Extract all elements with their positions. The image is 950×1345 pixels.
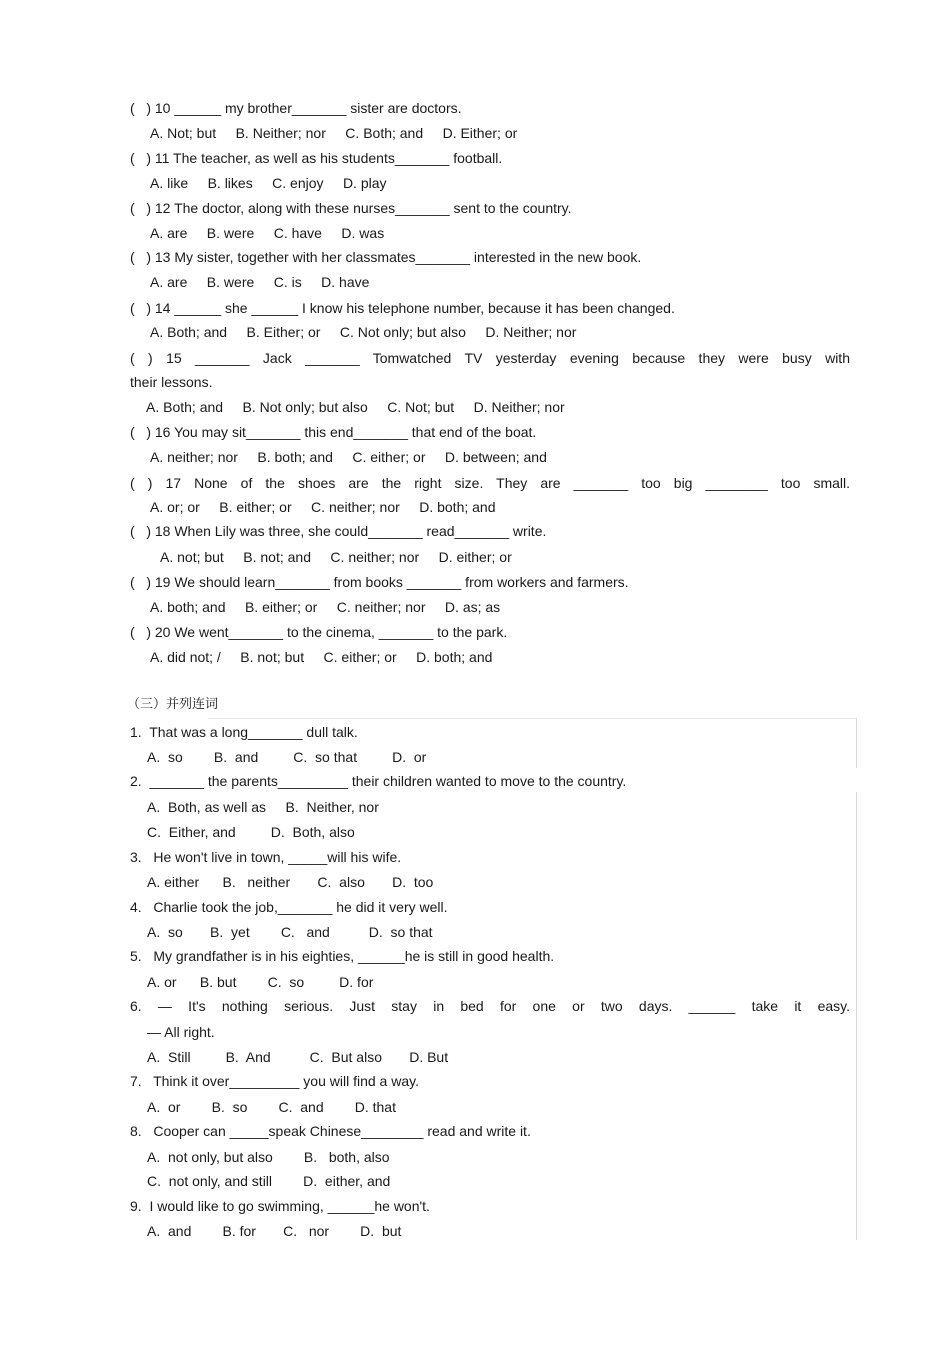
question-19-stem: ( ) 19 We should learn_______ from books _______ from workers and farmers. <box>130 574 629 590</box>
part3-question-8-stem: 8. Cooper can _____speak Chinese________ read and write it. <box>130 1123 531 1139</box>
part3-question-3-stem: 3. He won't live in town, _____will his wife. <box>130 849 402 865</box>
part3-question-7-stem: 7. Think it over_________ you will find a way. <box>130 1073 419 1089</box>
question-15-stem-continued: their lessons. <box>130 374 213 390</box>
part3-question-9-stem: 9. I would like to go swimming, ______he won't. <box>130 1198 430 1214</box>
question-13-options: A. are B. were C. is D. have <box>150 274 370 290</box>
question-18-options: A. not; but B. not; and C. neither; nor D. either; or <box>160 549 512 565</box>
question-20-options: A. did not; / B. not; but C. either; or D. both; and <box>150 649 493 665</box>
part3-question-2-options-ab: A. Both, as well as B. Neither, nor <box>147 799 379 815</box>
question-12-options: A. are B. were C. have D. was <box>150 225 385 241</box>
question-16-options: A. neither; nor B. both; and C. either; or D. between; and <box>150 449 547 465</box>
part3-question-6-stem: 6. — It's nothing serious. Just stay in bed for one or two days. ______ take it easy. <box>130 998 850 1014</box>
table-border-top <box>208 718 856 719</box>
part3-question-2-options-cd: C. Either, and D. Both, also <box>147 824 355 840</box>
question-11-options: A. like B. likes C. enjoy D. play <box>150 175 387 191</box>
part3-question-1-options: A. so B. and C. so that D. or <box>147 749 427 765</box>
question-14-options: A. Both; and B. Either; or C. Not only; but also D. Neither; nor <box>150 324 577 340</box>
part3-question-8-options-ab: A. not only, but also B. both, also <box>147 1149 390 1165</box>
part3-question-6-options: A. Still B. And C. But also D. But <box>147 1049 449 1065</box>
question-14-stem: ( ) 14 ______ she ______ I know his telephone number, because it has been changed. <box>130 300 675 316</box>
question-15-stem: ( ) 15 _______ Jack _______ Tomwatched TV yesterday evening because they were busy with <box>130 350 850 366</box>
part3-question-8-options-cd: C. not only, and still D. either, and <box>147 1173 391 1189</box>
part3-question-4-stem: 4. Charlie took the job,_______ he did it very well. <box>130 899 448 915</box>
question-19-options: A. both; and B. either; or C. neither; nor D. as; as <box>150 599 501 615</box>
part3-question-3-options: A. either B. neither C. also D. too <box>147 874 434 890</box>
question-10-stem: ( ) 10 ______ my brother_______ sister are doctors. <box>130 100 462 116</box>
question-10-options: A. Not; but B. Neither; nor C. Both; and D. Either; or <box>150 125 518 141</box>
question-13-stem: ( ) 13 My sister, together with her classmates_______ interested in the new book. <box>130 249 642 265</box>
part3-question-6-stem-continued: — All right. <box>147 1024 215 1040</box>
part3-question-1-stem: 1. That was a long_______ dull talk. <box>130 724 358 740</box>
section-heading: （三）并列连词 <box>127 697 219 712</box>
question-20-stem: ( ) 20 We went_______ to the cinema, _______ to the park. <box>130 624 508 640</box>
question-11-stem: ( ) 11 The teacher, as well as his students_______ football. <box>130 150 503 166</box>
part3-question-5-options: A. or B. but C. so D. for <box>147 974 374 990</box>
question-17-options: A. or; or B. either; or C. neither; nor D. both; and <box>150 499 496 515</box>
part3-question-5-stem: 5. My grandfather is in his eighties, ______he is still in good health. <box>130 948 555 964</box>
part3-question-4-options: A. so B. yet C. and D. so that <box>147 924 433 940</box>
question-12-stem: ( ) 12 The doctor, along with these nurses_______ sent to the country. <box>130 200 572 216</box>
part3-question-9-options: A. and B. for C. nor D. but <box>147 1223 402 1239</box>
question-16-stem: ( ) 16 You may sit_______ this end_______ that end of the boat. <box>130 424 537 440</box>
question-15-options: A. Both; and B. Not only; but also C. Not; but D. Neither; nor <box>146 399 565 415</box>
question-17-stem: ( ) 17 None of the shoes are the right size. They are _______ too big ________ too small. <box>130 475 850 491</box>
part3-question-2-stem: 2. _______ the parents_________ their children wanted to move to the country. <box>130 773 627 789</box>
question-18-stem: ( ) 18 When Lily was three, she could_______ read_______ write. <box>130 523 547 539</box>
part3-question-7-options: A. or B. so C. and D. that <box>147 1099 396 1115</box>
